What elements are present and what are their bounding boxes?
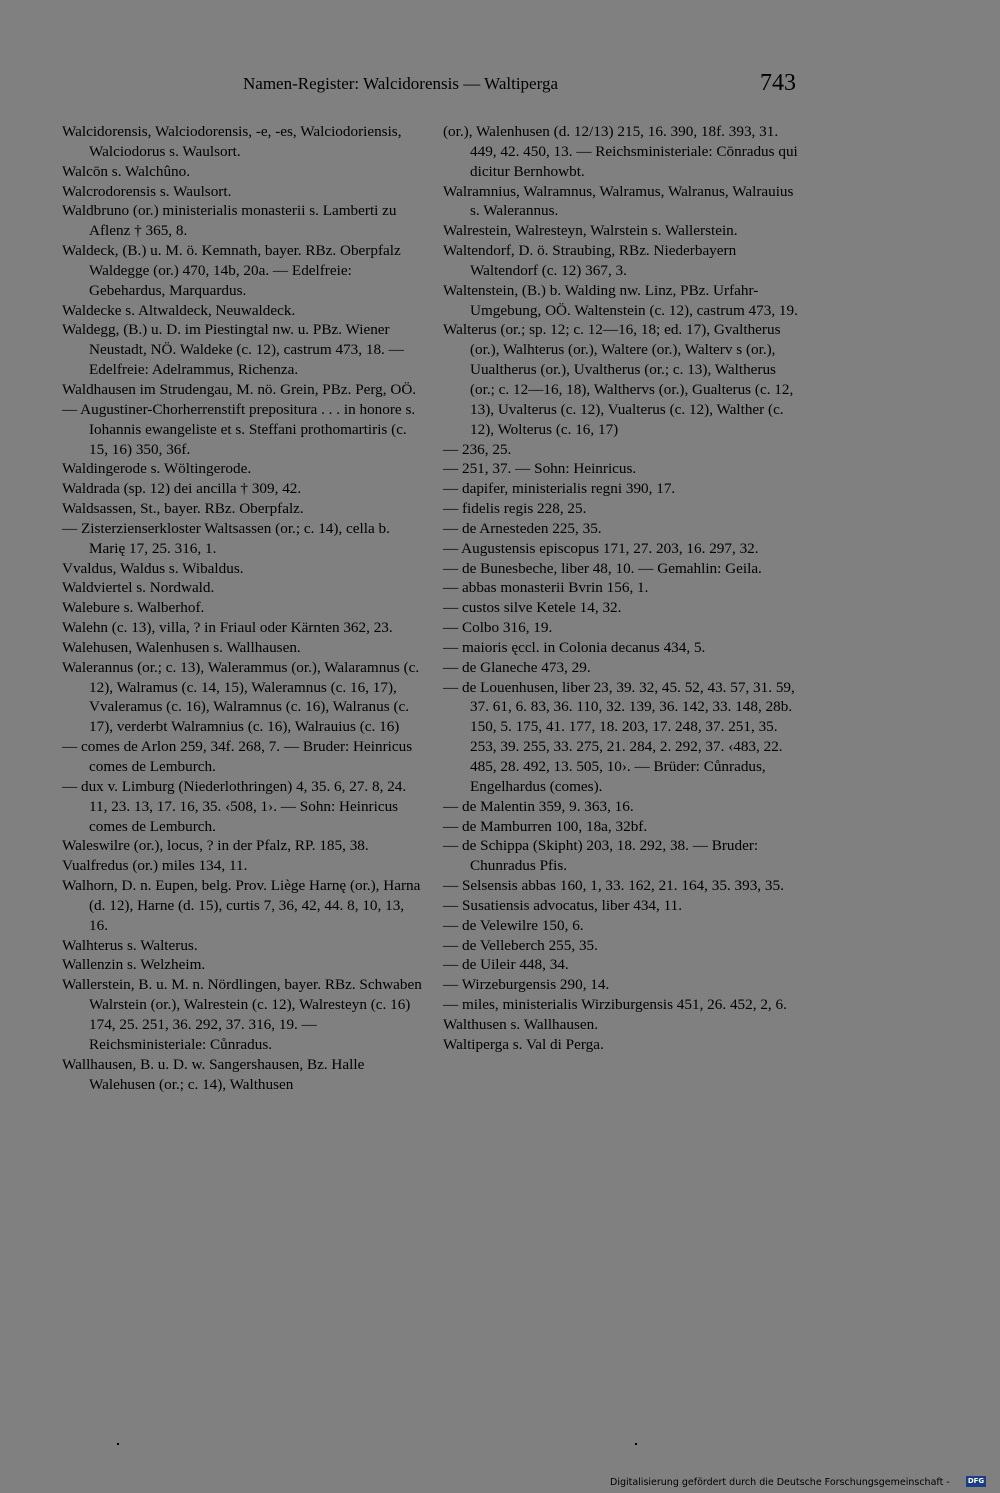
register-entry: Wallhausen, B. u. D. w. Sangershausen, Bz. Halle Walehusen (or.; c. 14), Walthusen xyxy=(62,1055,365,1093)
register-entry: Waltendorf, D. ö. Straubing, RBz. Niederbayern Waltendorf (c. 12) 367, 3. xyxy=(443,242,737,279)
register-entry: Waldhausen im Strudengau, M. nö. Grein, PBz. Perg, OÖ. xyxy=(62,380,417,398)
register-entry: Walramnius, Walramnus, Walramus, Walranus, Walrauius s. Walerannus. xyxy=(443,182,794,220)
register-entry: Waldingerode s. Wöltingerode. xyxy=(62,460,252,478)
register-column-right xyxy=(443,122,803,1055)
register-entry: — dapifer, ministerialis regni 390, 17. xyxy=(443,480,676,498)
dfg-logo: DFG xyxy=(967,1477,985,1485)
register-entry: — Augustensis episcopus 171, 27. 203, 16. 297, 32. xyxy=(443,539,759,557)
register-entry: — de Mamburren 100, 18a, 32bf. xyxy=(443,817,648,835)
register-entry: Waldecke s. Altwaldeck, Neuwaldeck. xyxy=(62,301,296,319)
register-entry: — de Velewilre 150, 6. xyxy=(443,916,584,934)
register-entry: Walehn (c. 13), villa, ? in Friaul oder Kärnten 362, 23. xyxy=(62,619,393,637)
register-entry: Walebure s. Walberhof. xyxy=(62,599,205,617)
register-entry: — Augustiner-Chorherrenstift prepositura . . . in honore s. Iohannis ewangeliste et s. Steffani prothomartiris (c. 15, 16) 350, 36f. xyxy=(62,400,416,458)
running-header-title: Namen-Register: Walcidorensis — Waltiperga xyxy=(243,74,558,93)
register-entry: — de Uileir 448, 34. xyxy=(443,956,569,974)
register-entry: — Zisterzienserkloster Waltsassen (or.; c. 14), cella b. Marię 17, 25. 316, 1. xyxy=(62,519,390,557)
register-entry: Walcrodorensis s. Waulsort. xyxy=(62,182,232,200)
register-entry: (or.), Walenhusen (d. 12/13) 215, 16. 390, 18f. 393, 31. 449, 42. 450, 13. — Reichsministeriale: Cōnradus qui dicitur Bernhowbt. xyxy=(443,123,798,180)
register-entry: — de Arnesteden 225, 35. xyxy=(443,519,602,537)
register-entry: — miles, ministerialis Wirziburgensis 451, 26. 452, 2, 6. xyxy=(443,996,787,1014)
register-entry: Walthusen s. Wallhausen. xyxy=(443,1015,599,1033)
register-entry: — Selsensis abbas 160, 1, 33. 162, 21. 164, 35. 393, 35. xyxy=(443,877,784,895)
register-entry: Wallenzin s. Welzheim. xyxy=(62,956,206,974)
register-entry: — de Glaneche 473, 29. xyxy=(443,658,591,676)
register-entry: — maioris ęccl. in Colonia decanus 434, 5. xyxy=(443,638,706,656)
register-entry: — de Schippa (Skipht) 203, 18. 292, 38. — Bruder: Chunradus Pfis. xyxy=(443,837,759,875)
digitization-credit: Digitalisierung gefördert durch die Deutsche Forschungsgemeinschaft - xyxy=(610,1477,950,1488)
register-entry: Wallerstein, B. u. M. n. Nördlingen, bayer. RBz. Schwaben Walrstein (or.), Walrestein (c. 12), Walresteyn (c. 16) 174, 25. 251, 36. 292, 37. 316, 19. — Reichsministeriale: Cůnradus. xyxy=(62,976,422,1053)
register-entry: Waltenstein, (B.) b. Walding nw. Linz, PBz. Urfahr-Umgebung, OÖ. Waltenstein (c. 12), castrum 473, 19. xyxy=(443,281,798,319)
register-entry: Walcōn s. Walchûno. xyxy=(62,162,191,180)
register-entry: — de Velleberch 255, 35. xyxy=(443,936,598,954)
register-entry: Walerannus (or.; c. 13), Walerammus (or.), Walaramnus (c. 12), Walramus (c. 14, 15), Waleramnus (c. 16, 17), Vvaleramus (c. 16), Walramnus (c. 16), Walranus (c. 17), verderbt Walramnius (c. 16), Walrauius (c. 16) xyxy=(62,658,420,736)
scan-speck xyxy=(635,1443,637,1445)
register-entry: Walrestein, Walresteyn, Walrstein s. Wallerstein. xyxy=(443,222,738,240)
scan-speck xyxy=(117,1443,119,1445)
register-column-left xyxy=(62,122,422,1094)
register-entry: — Colbo 316, 19. xyxy=(443,619,553,637)
register-entry: Waldeck, (B.) u. M. ö. Kemnath, bayer. RBz. Oberpfalz Waldegge (or.) 470, 14b, 20a. — Edelfreie: Gebehardus, Marquardus. xyxy=(62,242,401,299)
register-entry: — Susatiensis advocatus, liber 434, 11. xyxy=(443,896,683,914)
register-entry: Walterus (or.; sp. 12; c. 12—16, 18; ed. 17), Gvaltherus (or.), Walhterus (or.), Waltere (or.), Walterv s (or.), Uualtherus (or.), Uvaltherus (or.; c. 13), Waltherus (or.; c. 12—16, 18), Walthervs (or.), Gualterus (c. 12, 13), Uvalterus (c. 12), Vualterus (c. 12), Walther (c. 12), Wolterus (c. 16, 17) xyxy=(443,321,794,438)
register-entry: Walcidorensis, Walciodorensis, -e, -es, Walciodoriensis, Walciodorus s. Waulsort. xyxy=(62,123,402,160)
register-entry: Waleswilre (or.), locus, ? in der Pfalz, RP. 185, 38. xyxy=(62,837,369,855)
register-entry: Waltiperga s. Val di Perga. xyxy=(443,1035,604,1053)
register-entry: — abbas monasterii Bvrin 156, 1. xyxy=(443,579,649,597)
page-number: 743 xyxy=(760,70,796,96)
register-entry: Vvaldus, Waldus s. Wibaldus. xyxy=(62,559,244,577)
register-entry: Waldviertel s. Nordwald. xyxy=(62,579,215,597)
register-entry: — 251, 37. — Sohn: Heinricus. xyxy=(443,460,637,478)
register-entry: Waldsassen, St., bayer. RBz. Oberpfalz. xyxy=(62,500,304,518)
register-entry: Waldrada (sp. 12) dei ancilla † 309, 42. xyxy=(62,480,302,498)
register-entry: Walhterus s. Walterus. xyxy=(62,936,198,954)
register-entry: Waldegg, (B.) u. D. im Piestingtal nw. u. PBz. Wiener Neustadt, NÖ. Waldeke (c. 12), castrum 473, 18. — Edelfreie: Adelrammus, Richenza. xyxy=(62,321,404,379)
register-entry: Waldbruno (or.) ministerialis monasterii s. Lamberti zu Aflenz † 365, 8. xyxy=(62,202,397,240)
register-entry: — 236, 25. xyxy=(443,440,512,458)
register-entry: — fidelis regis 228, 25. xyxy=(443,500,587,518)
register-entry: — custos silve Ketele 14, 32. xyxy=(443,599,622,617)
register-entry: Vualfredus (or.) miles 134, 11. xyxy=(62,857,248,875)
register-entry: Walehusen, Walenhusen s. Wallhausen. xyxy=(62,638,301,656)
register-entry: — de Bunesbeche, liber 48, 10. — Gemahlin: Geila. xyxy=(443,559,762,577)
register-entry: — de Louenhusen, liber 23, 39. 32, 45. 52, 43. 57, 31. 59, 37. 61, 6. 83, 36. 110, 32. 139, 36. 142, 33. 148, 28b. 150, 5. 175, 41. 177, 18. 203, 17. 248, 37. 251, 35. 253, 39. 255, 33. 275, 21. 284, 2. 292, 37. ‹483, 22. 485, 28. 492, 13. 505, 10›. — Brüder: Cůnradus, Engelhardus (comes). xyxy=(443,678,795,795)
register-entry: — dux v. Limburg (Niederlothringen) 4, 35. 6, 27. 8, 24. 11, 23. 13, 17. 16, 35. ‹508, 1›. — Sohn: Heinricus comes de Lemburch. xyxy=(62,777,407,835)
register-entry: — Wirzeburgensis 290, 14. xyxy=(443,976,610,994)
register-entry: — de Malentin 359, 9. 363, 16. xyxy=(443,797,634,815)
register-entry: — comes de Arlon 259, 34f. 268, 7. — Bruder: Heinricus comes de Lemburch. xyxy=(62,738,413,775)
register-entry: Walhorn, D. n. Eupen, belg. Prov. Liège Harnę (or.), Harna (d. 12), Harne (d. 15), curtis 7, 36, 42, 44. 8, 10, 13, 16. xyxy=(62,877,421,934)
